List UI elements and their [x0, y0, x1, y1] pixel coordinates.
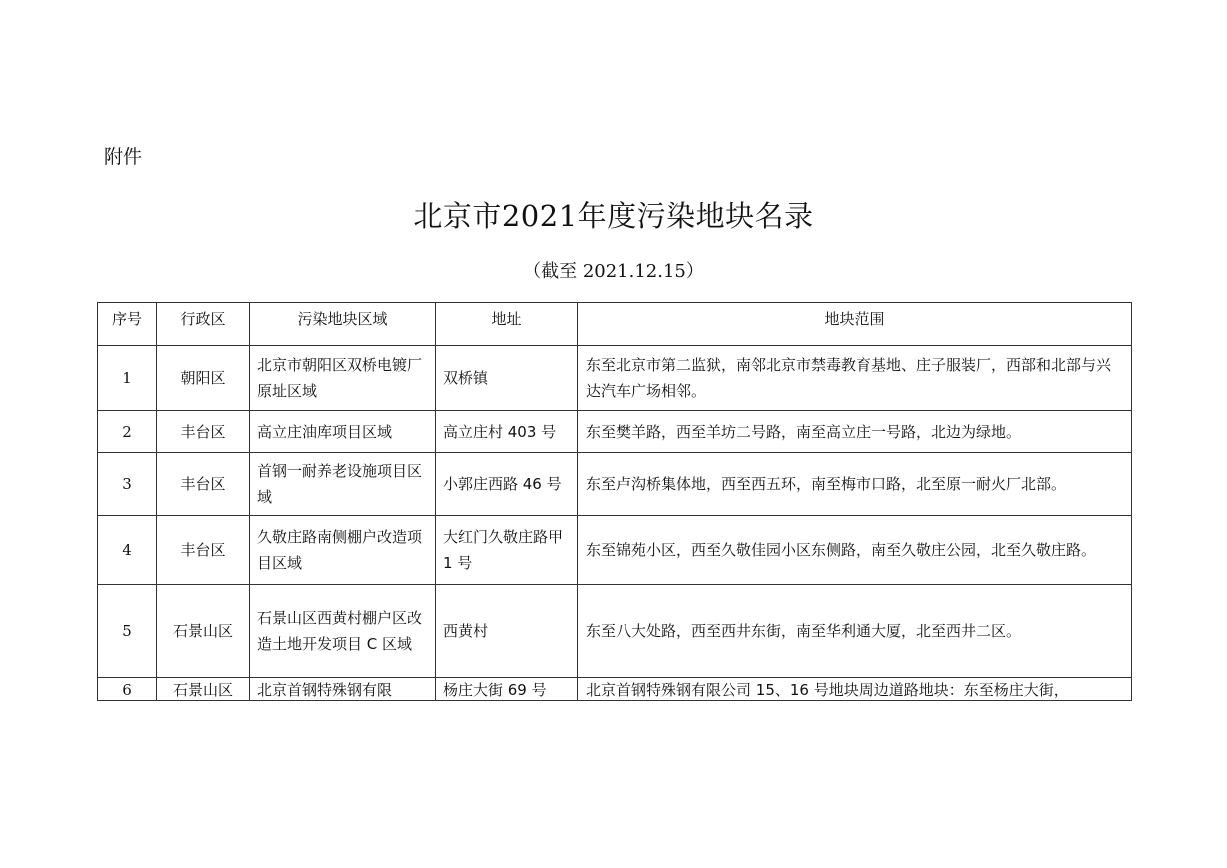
cell-no: 2: [98, 411, 157, 453]
header-row: [98, 303, 1132, 346]
cell-address: 西黄村: [436, 585, 578, 678]
column-header-area: 污染地块区域: [250, 303, 436, 346]
cell-district: 丰台区: [157, 453, 250, 516]
cell-address: 双桥镇: [436, 346, 578, 411]
table-row: [98, 346, 1132, 411]
cell-address: 小郭庄西路 46 号: [436, 453, 578, 516]
cell-district: 丰台区: [157, 516, 250, 585]
cell-area: 久敬庄路南侧棚户改造项目区域: [250, 516, 436, 585]
cell-scope: 东至樊羊路，西至羊坊二号路，南至高立庄一号路，北边为绿地。: [578, 411, 1132, 453]
table-row: [98, 678, 1132, 701]
cell-district: 石景山区: [157, 678, 250, 701]
cell-area: 高立庄油库项目区域: [250, 411, 436, 453]
cell-scope: 东至锦苑小区，西至久敬佳园小区东侧路，南至久敬庄公园，北至久敬庄路。: [578, 516, 1132, 585]
cell-area: 石景山区西黄村棚户区改造土地开发项目 C 区域: [250, 585, 436, 678]
attachment-label: 附件: [104, 146, 143, 168]
cell-no: 3: [98, 453, 157, 516]
column-header-district: 行政区: [157, 303, 250, 346]
cell-no: 5: [98, 585, 157, 678]
cell-scope: 东至八大处路，西至西井东街，南至华利通大厦，北至西井二区。: [578, 585, 1132, 678]
cell-no: 6: [98, 678, 157, 701]
cell-scope: 东至北京市第二监狱，南邻北京市禁毒教育基地、庄子服装厂，西部和北部与兴达汽车广场相邻。: [578, 346, 1132, 411]
cell-area: 首钢一耐养老设施项目区域: [250, 453, 436, 516]
cell-scope: 东至卢沟桥集体地，西至西五环，南至梅市口路，北至原一耐火厂北部。: [578, 453, 1132, 516]
cell-scope: 北京首钢特殊钢有限公司 15、16 号地块周边道路地块：东至杨庄大街，: [578, 678, 1132, 701]
table-row: [98, 453, 1132, 516]
cell-district: 朝阳区: [157, 346, 250, 411]
document-subtitle: （截至 2021.12.15）: [523, 261, 704, 282]
column-header-no: 序号: [98, 303, 157, 346]
cell-no: 4: [98, 516, 157, 585]
document-title: 北京市2021年度污染地块名录: [413, 199, 814, 233]
cell-address: 大红门久敬庄路甲 1 号: [436, 516, 578, 585]
cell-area: 北京首钢特殊钢有限: [250, 678, 436, 701]
cell-address: 高立庄村 403 号: [436, 411, 578, 453]
table-row: [98, 411, 1132, 453]
table-header: [98, 303, 1132, 346]
table-row: [98, 516, 1132, 585]
table-row: [98, 585, 1132, 678]
column-header-address: 地址: [436, 303, 578, 346]
contaminated-sites-table: [97, 302, 1132, 701]
cell-address: 杨庄大街 69 号: [436, 678, 578, 701]
cell-no: 1: [98, 346, 157, 411]
cell-district: 石景山区: [157, 585, 250, 678]
cell-district: 丰台区: [157, 411, 250, 453]
table-body: [98, 346, 1132, 701]
cell-area: 北京市朝阳区双桥电镀厂原址区域: [250, 346, 436, 411]
column-header-scope: 地块范围: [578, 303, 1132, 346]
